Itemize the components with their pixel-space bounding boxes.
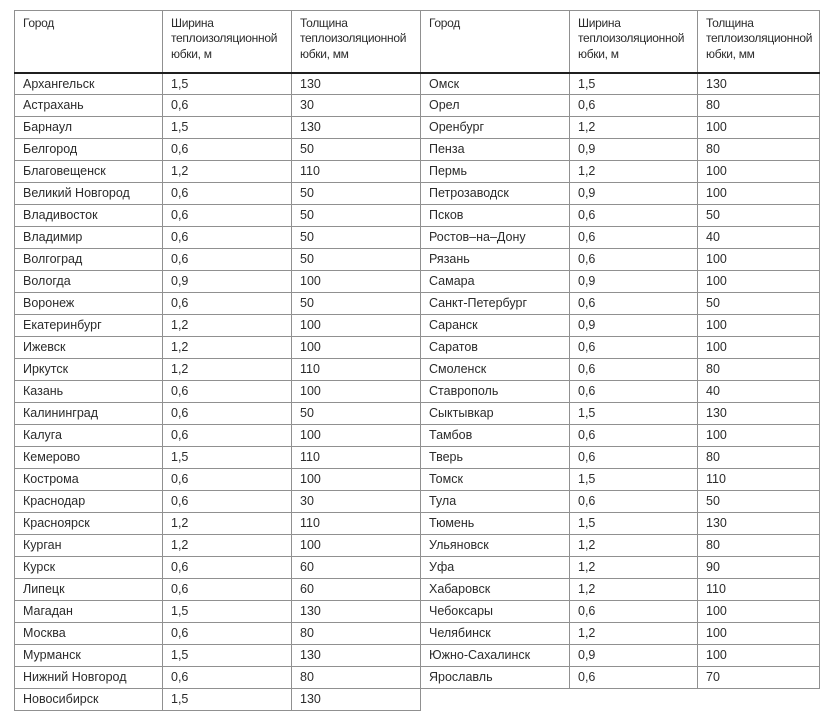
skirt-width-cell: 1,2	[163, 315, 292, 337]
skirt-thickness-cell: 110	[292, 447, 421, 469]
skirt-thickness-cell: 100	[292, 271, 421, 293]
skirt-width-cell: 0,9	[570, 139, 698, 161]
city-cell: Новосибирск	[15, 689, 163, 711]
city-cell: Липецк	[15, 579, 163, 601]
city-cell: Южно-Сахалинск	[421, 645, 570, 667]
skirt-width-cell: 0,9	[163, 271, 292, 293]
skirt-width-cell: 1,2	[163, 535, 292, 557]
table-row	[421, 535, 820, 557]
header-row	[15, 11, 421, 73]
city-cell: Калининград	[15, 403, 163, 425]
table-row	[421, 579, 820, 601]
table-row	[15, 227, 421, 249]
skirt-thickness-cell: 110	[292, 161, 421, 183]
city-cell: Иркутск	[15, 359, 163, 381]
column-header-skirt-width: Ширина теплоизоляционной юбки, м	[163, 11, 292, 73]
table-row	[421, 557, 820, 579]
city-cell: Белгород	[15, 139, 163, 161]
city-cell: Хабаровск	[421, 579, 570, 601]
table-row	[421, 315, 820, 337]
skirt-thickness-cell: 100	[698, 183, 820, 205]
city-cell: Курган	[15, 535, 163, 557]
city-cell: Мурманск	[15, 645, 163, 667]
city-cell: Волгоград	[15, 249, 163, 271]
skirt-thickness-cell: 50	[292, 183, 421, 205]
skirt-thickness-cell: 50	[292, 403, 421, 425]
table-left-body	[15, 73, 421, 711]
table-row	[15, 513, 421, 535]
table-right-body	[421, 73, 820, 689]
city-cell: Оренбург	[421, 117, 570, 139]
skirt-thickness-cell: 100	[292, 315, 421, 337]
skirt-thickness-cell: 100	[698, 645, 820, 667]
table-row	[421, 403, 820, 425]
skirt-width-cell: 0,6	[570, 447, 698, 469]
table-right-header	[421, 11, 820, 73]
skirt-thickness-cell: 100	[698, 249, 820, 271]
skirt-width-cell: 1,5	[163, 645, 292, 667]
skirt-width-cell: 1,5	[163, 117, 292, 139]
skirt-width-cell: 0,6	[570, 491, 698, 513]
skirt-width-cell: 0,6	[163, 293, 292, 315]
table-row	[421, 73, 820, 95]
city-cell: Рязань	[421, 249, 570, 271]
city-skirt-table-right	[420, 10, 820, 689]
table-row	[421, 601, 820, 623]
skirt-thickness-cell: 130	[698, 73, 820, 95]
city-skirt-table-left	[14, 10, 421, 711]
skirt-thickness-cell: 100	[292, 425, 421, 447]
table-row	[421, 183, 820, 205]
skirt-thickness-cell: 50	[698, 293, 820, 315]
skirt-width-cell: 1,2	[570, 623, 698, 645]
table-row	[15, 359, 421, 381]
skirt-width-cell: 1,5	[570, 469, 698, 491]
skirt-width-cell: 0,6	[163, 557, 292, 579]
skirt-width-cell: 1,5	[163, 689, 292, 711]
city-cell: Владимир	[15, 227, 163, 249]
city-cell: Пенза	[421, 139, 570, 161]
skirt-thickness-cell: 80	[698, 447, 820, 469]
city-cell: Тюмень	[421, 513, 570, 535]
skirt-width-cell: 0,6	[570, 227, 698, 249]
city-cell: Челябинск	[421, 623, 570, 645]
skirt-thickness-cell: 80	[698, 359, 820, 381]
skirt-thickness-cell: 50	[292, 249, 421, 271]
table-row	[15, 95, 421, 117]
city-cell: Нижний Новгород	[15, 667, 163, 689]
skirt-thickness-cell: 40	[698, 227, 820, 249]
skirt-width-cell: 0,6	[163, 425, 292, 447]
skirt-width-cell: 1,2	[570, 579, 698, 601]
table-row	[15, 469, 421, 491]
column-header-skirt-thickness: Толщина теплоизоляционной юбки, мм	[698, 11, 820, 73]
skirt-width-cell: 0,6	[570, 601, 698, 623]
skirt-width-cell: 0,6	[163, 623, 292, 645]
skirt-thickness-cell: 50	[292, 205, 421, 227]
table-row	[421, 293, 820, 315]
skirt-thickness-cell: 110	[292, 513, 421, 535]
skirt-thickness-cell: 40	[698, 381, 820, 403]
table-row	[15, 205, 421, 227]
skirt-thickness-cell: 100	[698, 601, 820, 623]
table-row	[15, 601, 421, 623]
table-left-header	[15, 11, 421, 73]
insulation-skirt-tables	[14, 10, 820, 711]
table-row	[421, 205, 820, 227]
skirt-width-cell: 0,6	[163, 205, 292, 227]
city-cell: Курск	[15, 557, 163, 579]
city-cell: Казань	[15, 381, 163, 403]
table-row	[421, 645, 820, 667]
city-cell: Ростов–на–Дону	[421, 227, 570, 249]
table-row	[421, 161, 820, 183]
city-cell: Благовещенск	[15, 161, 163, 183]
table-row	[15, 667, 421, 689]
skirt-width-cell: 0,6	[163, 667, 292, 689]
skirt-width-cell: 1,2	[570, 117, 698, 139]
city-cell: Ярославль	[421, 667, 570, 689]
table-row	[15, 447, 421, 469]
skirt-width-cell: 0,9	[570, 183, 698, 205]
skirt-thickness-cell: 100	[698, 623, 820, 645]
skirt-width-cell: 1,5	[163, 601, 292, 623]
skirt-thickness-cell: 130	[292, 601, 421, 623]
skirt-thickness-cell: 110	[698, 469, 820, 491]
table-row	[15, 117, 421, 139]
city-cell: Ульяновск	[421, 535, 570, 557]
skirt-thickness-cell: 30	[292, 491, 421, 513]
skirt-thickness-cell: 100	[292, 337, 421, 359]
skirt-width-cell: 1,2	[163, 337, 292, 359]
city-cell: Смоленск	[421, 359, 570, 381]
skirt-thickness-cell: 100	[698, 117, 820, 139]
table-row	[421, 139, 820, 161]
table-row	[421, 95, 820, 117]
table-row	[15, 249, 421, 271]
skirt-width-cell: 0,6	[570, 205, 698, 227]
skirt-width-cell: 1,2	[570, 535, 698, 557]
skirt-thickness-cell: 80	[698, 95, 820, 117]
table-row	[421, 337, 820, 359]
city-cell: Пермь	[421, 161, 570, 183]
column-header-skirt-thickness: Толщина теплоизоляционной юбки, мм	[292, 11, 421, 73]
column-header-city: Город	[15, 11, 163, 73]
table-row	[421, 227, 820, 249]
table-row	[421, 117, 820, 139]
skirt-width-cell: 0,6	[163, 579, 292, 601]
skirt-thickness-cell: 100	[698, 315, 820, 337]
skirt-thickness-cell: 130	[292, 73, 421, 95]
skirt-width-cell: 1,2	[163, 513, 292, 535]
skirt-width-cell: 0,6	[570, 667, 698, 689]
skirt-thickness-cell: 100	[698, 271, 820, 293]
column-header-city: Город	[421, 11, 570, 73]
skirt-thickness-cell: 100	[698, 425, 820, 447]
city-cell: Ижевск	[15, 337, 163, 359]
skirt-thickness-cell: 50	[292, 139, 421, 161]
table-row	[421, 469, 820, 491]
skirt-thickness-cell: 130	[698, 513, 820, 535]
skirt-thickness-cell: 100	[698, 161, 820, 183]
skirt-thickness-cell: 50	[698, 205, 820, 227]
skirt-thickness-cell: 130	[292, 117, 421, 139]
table-row	[421, 271, 820, 293]
city-cell: Екатеринбург	[15, 315, 163, 337]
skirt-thickness-cell: 100	[292, 535, 421, 557]
skirt-width-cell: 0,9	[570, 315, 698, 337]
skirt-width-cell: 0,6	[570, 249, 698, 271]
city-cell: Тула	[421, 491, 570, 513]
city-cell: Петрозаводск	[421, 183, 570, 205]
skirt-thickness-cell: 50	[698, 491, 820, 513]
skirt-width-cell: 0,6	[570, 381, 698, 403]
city-cell: Красноярск	[15, 513, 163, 535]
skirt-width-cell: 0,6	[163, 491, 292, 513]
skirt-width-cell: 0,6	[570, 359, 698, 381]
skirt-thickness-cell: 130	[698, 403, 820, 425]
table-row	[15, 403, 421, 425]
header-row	[421, 11, 820, 73]
skirt-width-cell: 1,2	[163, 161, 292, 183]
city-cell: Сыктывкар	[421, 403, 570, 425]
skirt-thickness-cell: 50	[292, 227, 421, 249]
skirt-width-cell: 1,5	[570, 513, 698, 535]
skirt-thickness-cell: 50	[292, 293, 421, 315]
skirt-width-cell: 1,2	[163, 359, 292, 381]
city-cell: Орел	[421, 95, 570, 117]
city-cell: Воронеж	[15, 293, 163, 315]
city-cell: Уфа	[421, 557, 570, 579]
table-row	[15, 491, 421, 513]
skirt-thickness-cell: 60	[292, 579, 421, 601]
city-cell: Барнаул	[15, 117, 163, 139]
table-row	[421, 381, 820, 403]
city-cell: Калуга	[15, 425, 163, 447]
skirt-thickness-cell: 30	[292, 95, 421, 117]
skirt-thickness-cell: 100	[698, 337, 820, 359]
table-row	[421, 425, 820, 447]
skirt-thickness-cell: 100	[292, 469, 421, 491]
city-cell: Астрахань	[15, 95, 163, 117]
table-row	[15, 183, 421, 205]
skirt-thickness-cell: 90	[698, 557, 820, 579]
city-cell: Саранск	[421, 315, 570, 337]
table-row	[15, 161, 421, 183]
skirt-width-cell: 1,2	[570, 161, 698, 183]
skirt-thickness-cell: 60	[292, 557, 421, 579]
city-cell: Самара	[421, 271, 570, 293]
skirt-width-cell: 0,9	[570, 271, 698, 293]
table-row	[15, 645, 421, 667]
skirt-width-cell: 0,6	[570, 95, 698, 117]
city-cell: Москва	[15, 623, 163, 645]
skirt-thickness-cell: 130	[292, 645, 421, 667]
table-row	[15, 293, 421, 315]
table-row	[15, 535, 421, 557]
city-cell: Великий Новгород	[15, 183, 163, 205]
skirt-width-cell: 1,5	[570, 73, 698, 95]
table-row	[15, 557, 421, 579]
table-row	[421, 447, 820, 469]
skirt-width-cell: 0,9	[570, 645, 698, 667]
table-row	[15, 381, 421, 403]
table-row	[15, 73, 421, 95]
city-cell: Саратов	[421, 337, 570, 359]
city-cell: Омск	[421, 73, 570, 95]
city-cell: Тамбов	[421, 425, 570, 447]
table-row	[421, 491, 820, 513]
table-row	[421, 359, 820, 381]
city-cell: Ставрополь	[421, 381, 570, 403]
skirt-thickness-cell: 110	[698, 579, 820, 601]
table-row	[15, 139, 421, 161]
city-cell: Вологда	[15, 271, 163, 293]
skirt-width-cell: 0,6	[163, 183, 292, 205]
skirt-width-cell: 0,6	[163, 95, 292, 117]
skirt-width-cell: 0,6	[163, 381, 292, 403]
skirt-thickness-cell: 100	[292, 381, 421, 403]
table-row	[15, 689, 421, 711]
city-cell: Тверь	[421, 447, 570, 469]
skirt-thickness-cell: 110	[292, 359, 421, 381]
table-row	[15, 337, 421, 359]
city-cell: Магадан	[15, 601, 163, 623]
city-cell: Кострома	[15, 469, 163, 491]
city-cell: Томск	[421, 469, 570, 491]
skirt-thickness-cell: 80	[698, 535, 820, 557]
skirt-width-cell: 1,5	[570, 403, 698, 425]
city-cell: Краснодар	[15, 491, 163, 513]
table-row	[15, 271, 421, 293]
column-header-skirt-width: Ширина теплоизоляционной юбки, м	[570, 11, 698, 73]
skirt-width-cell: 0,6	[570, 425, 698, 447]
table-row	[421, 667, 820, 689]
skirt-width-cell: 0,6	[163, 249, 292, 271]
table-row	[15, 623, 421, 645]
table-row	[421, 623, 820, 645]
table-row	[421, 513, 820, 535]
skirt-width-cell: 0,6	[163, 403, 292, 425]
city-cell: Псков	[421, 205, 570, 227]
city-cell: Санкт-Петербург	[421, 293, 570, 315]
skirt-width-cell: 1,5	[163, 447, 292, 469]
city-cell: Чебоксары	[421, 601, 570, 623]
skirt-thickness-cell: 70	[698, 667, 820, 689]
skirt-width-cell: 1,5	[163, 73, 292, 95]
skirt-width-cell: 0,6	[570, 293, 698, 315]
skirt-thickness-cell: 80	[698, 139, 820, 161]
city-cell: Владивосток	[15, 205, 163, 227]
table-row	[15, 579, 421, 601]
city-cell: Архангельск	[15, 73, 163, 95]
table-row	[421, 249, 820, 271]
skirt-thickness-cell: 80	[292, 667, 421, 689]
table-row	[15, 315, 421, 337]
skirt-width-cell: 0,6	[163, 227, 292, 249]
skirt-width-cell: 0,6	[570, 337, 698, 359]
skirt-width-cell: 0,6	[163, 139, 292, 161]
skirt-width-cell: 0,6	[163, 469, 292, 491]
table-row	[15, 425, 421, 447]
city-cell: Кемерово	[15, 447, 163, 469]
skirt-thickness-cell: 80	[292, 623, 421, 645]
skirt-thickness-cell: 130	[292, 689, 421, 711]
skirt-width-cell: 1,2	[570, 557, 698, 579]
